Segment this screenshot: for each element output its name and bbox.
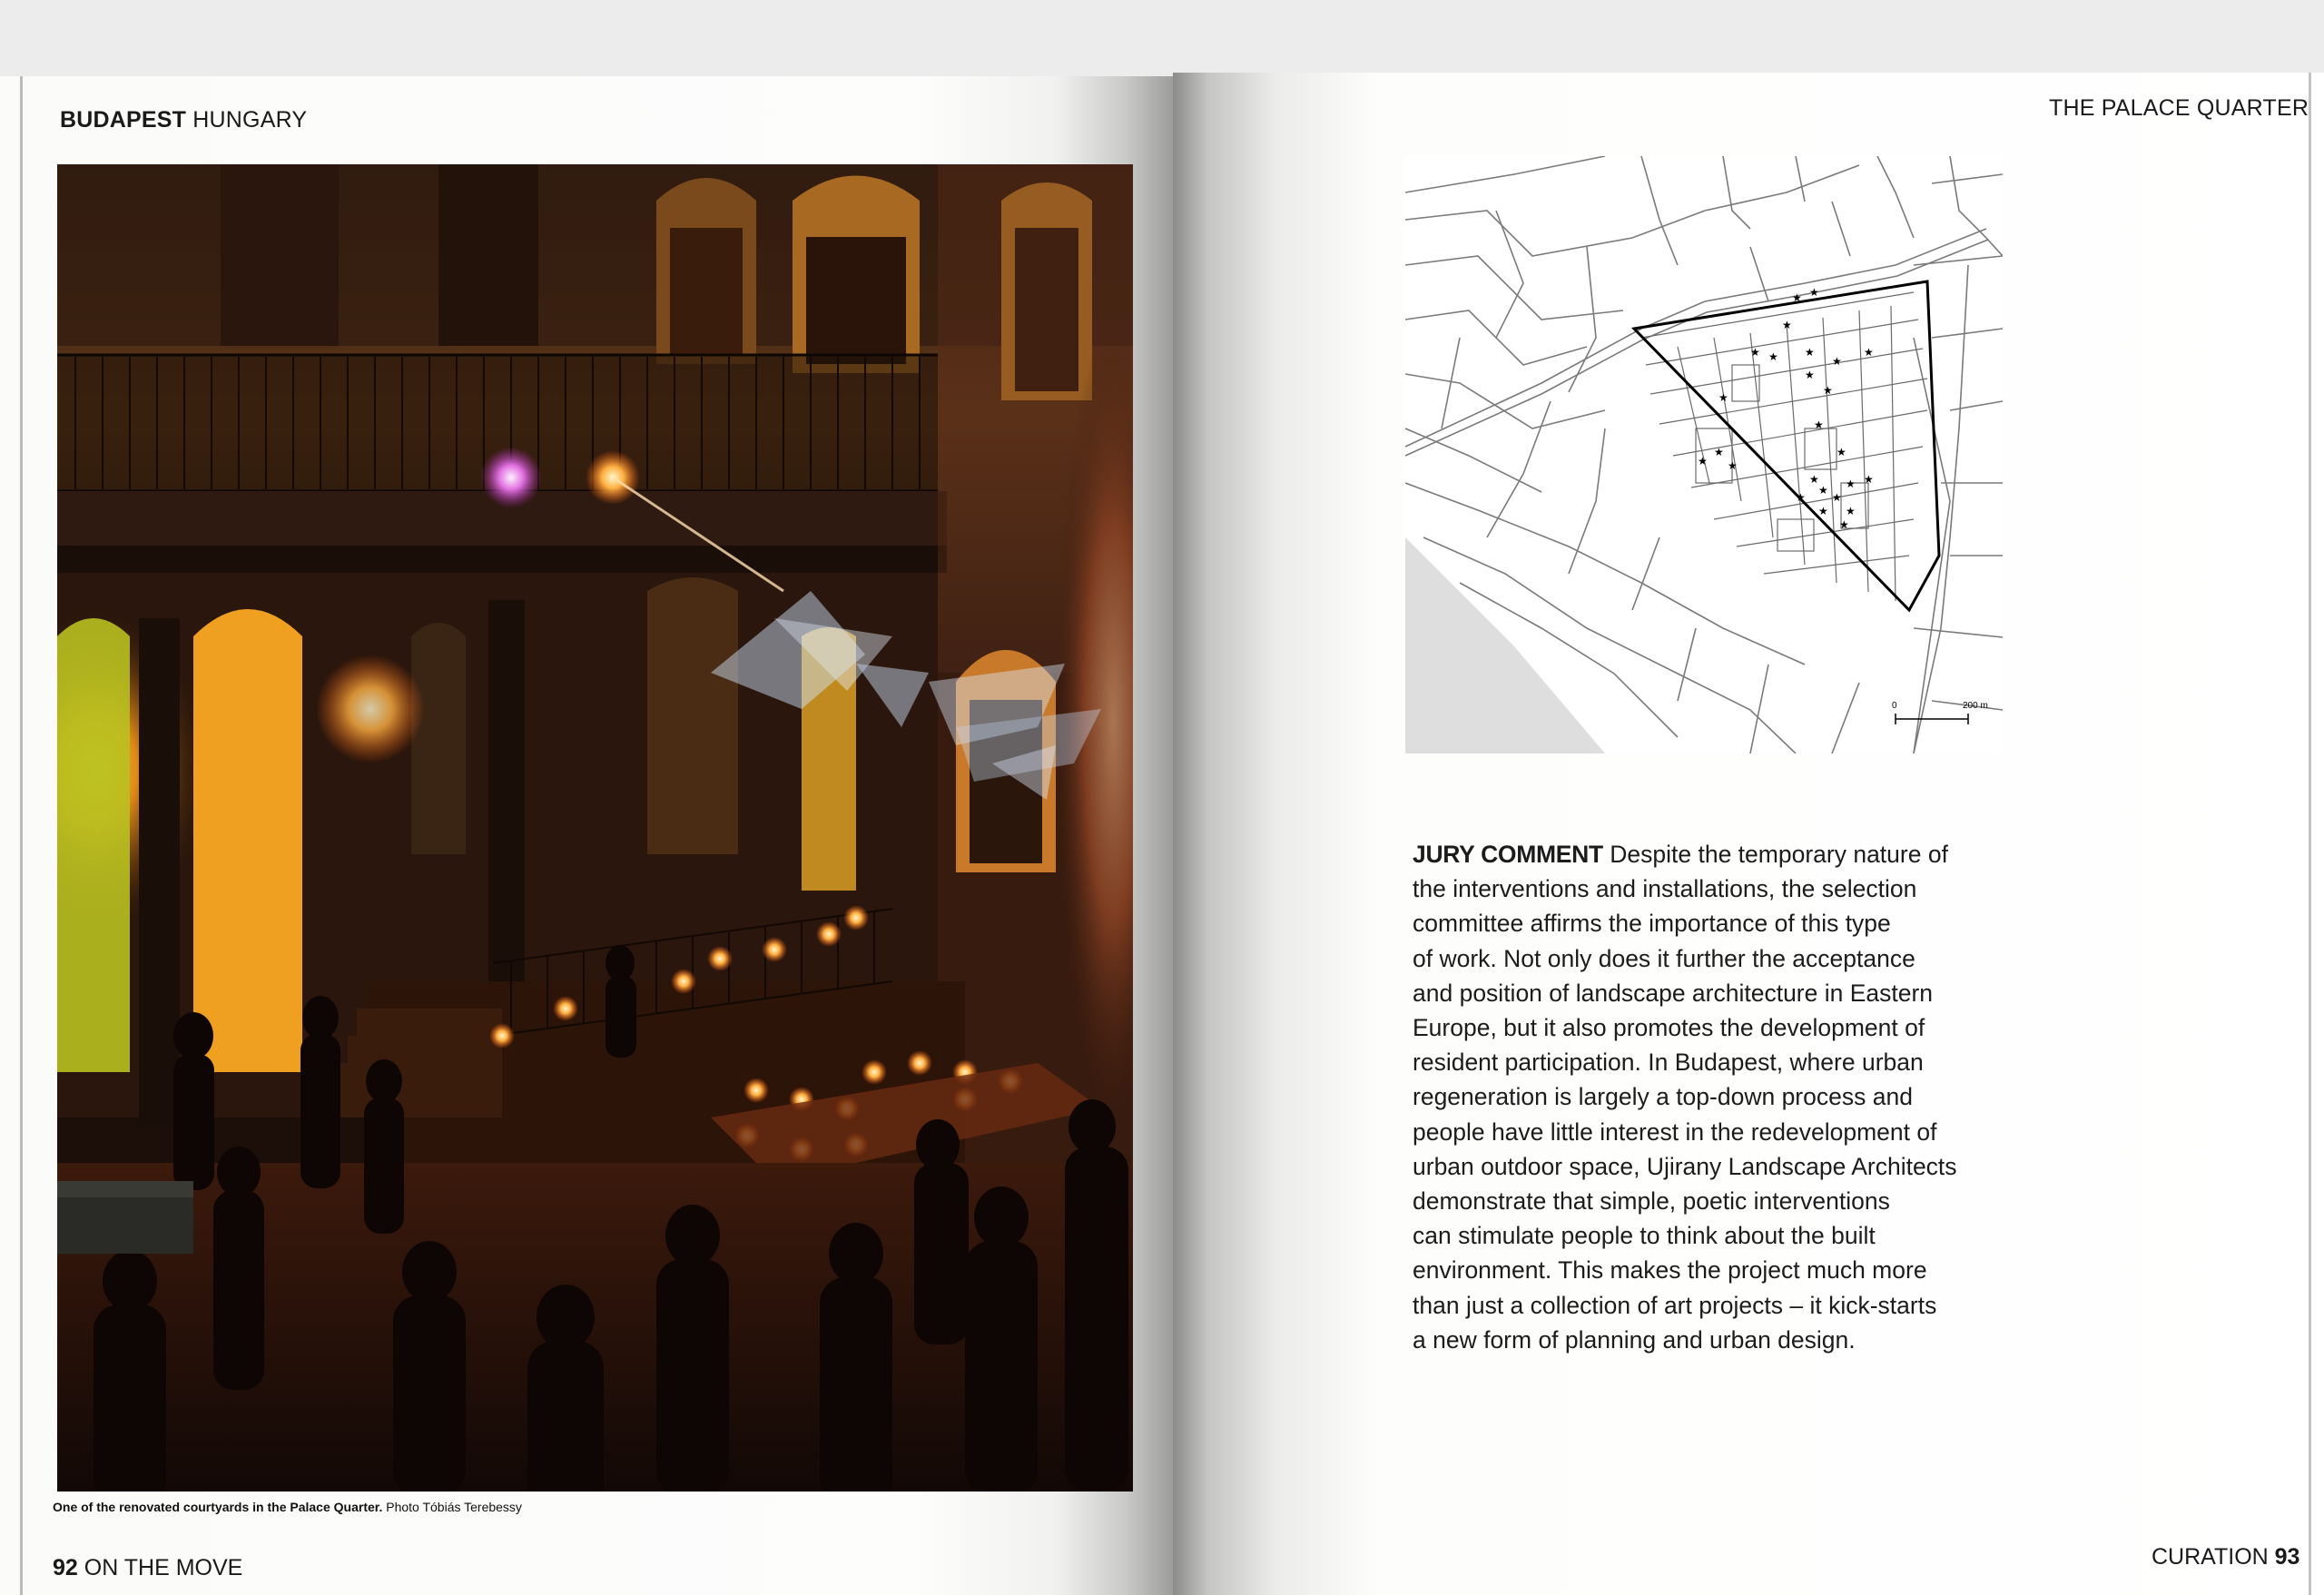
running-head-country: HUNGARY	[192, 107, 308, 133]
svg-text:★: ★	[1768, 350, 1778, 363]
svg-text:★: ★	[1818, 505, 1828, 517]
svg-text:★: ★	[1782, 319, 1792, 331]
svg-text:★: ★	[1864, 346, 1874, 359]
caption-credit: Photo Tóbiás Terebessy	[386, 1500, 522, 1514]
page-number-right: 93	[2274, 1544, 2300, 1570]
jury-line-5: and position of landscape architecture in Eastern	[1413, 979, 1934, 1007]
svg-text:★: ★	[1814, 418, 1824, 431]
jury-line-13: environment. This makes the project much more	[1413, 1256, 1927, 1285]
svg-text:★: ★	[1832, 355, 1842, 368]
jury-line-7: resident participation. In Budapest, where urban	[1413, 1049, 1924, 1077]
section-title-right: CURATION	[2152, 1544, 2269, 1570]
jury-line-15: a new form of planning and urban design.	[1413, 1325, 1856, 1354]
running-head-left	[60, 107, 307, 133]
jury-line-8: regeneration is largely a top-down process and	[1413, 1083, 1913, 1111]
running-head-city: BUDAPEST	[60, 107, 187, 133]
jury-line-11: demonstrate that simple, poetic interventions	[1413, 1187, 1890, 1216]
svg-text:★: ★	[1839, 518, 1849, 531]
jury-comment	[1413, 837, 2048, 1357]
svg-text:★: ★	[1818, 484, 1828, 497]
svg-text:★: ★	[1846, 478, 1856, 490]
jury-line-6: Europe, but it also promotes the development of	[1413, 1014, 1925, 1042]
jury-line-10: urban outdoor space, Ujirany Landscape Architects	[1413, 1152, 1957, 1180]
svg-text:★: ★	[1698, 455, 1708, 468]
jury-line-1	[1413, 837, 2048, 871]
svg-text:★: ★	[1809, 286, 1819, 299]
folio-right	[2152, 1544, 2299, 1570]
svg-text:★: ★	[1823, 384, 1833, 397]
jury-line-4: of work. Not only does it further the acceptance	[1413, 944, 1915, 972]
page-edge-right	[2309, 73, 2311, 1595]
svg-text:★: ★	[1805, 369, 1815, 381]
svg-text:★: ★	[1832, 491, 1842, 504]
page-number-left: 92	[53, 1555, 78, 1580]
courtyard-photo	[57, 164, 1133, 1492]
svg-text:★: ★	[1809, 473, 1819, 486]
jury-line-14: than just a collection of art projects – it kick-starts	[1413, 1291, 1937, 1319]
map-scale-end: 200 m	[1963, 701, 1988, 711]
photo-caption	[53, 1500, 522, 1514]
svg-text:★: ★	[1714, 446, 1724, 458]
jury-line-9: people have little interest in the redevelopment of	[1413, 1117, 1937, 1146]
caption-title: One of the renovated courtyards in the Palace Quarter.	[53, 1500, 383, 1514]
svg-text:★: ★	[1728, 459, 1738, 472]
jury-line-3: committee affirms the importance of this type	[1413, 910, 1891, 938]
svg-text:★: ★	[1864, 473, 1874, 486]
jury-line-2: the interventions and installations, the selection	[1413, 875, 1917, 903]
svg-text:★: ★	[1792, 291, 1802, 304]
svg-text:★: ★	[1750, 346, 1760, 359]
running-head-right: THE PALACE QUARTER	[2049, 95, 2309, 121]
svg-text:★: ★	[1837, 446, 1846, 458]
map-scale-start: 0	[1892, 701, 1897, 711]
jury-line-1-text: Despite the temporary nature of	[1610, 841, 1948, 868]
jury-line-12: can stimulate people to think about the built	[1413, 1222, 1876, 1250]
svg-text:★: ★	[1846, 505, 1856, 517]
section-title-left: ON THE MOVE	[84, 1555, 243, 1580]
svg-text:★: ★	[1805, 346, 1815, 359]
svg-text:★: ★	[1796, 491, 1806, 504]
folio-left	[53, 1555, 242, 1581]
page-edge-left	[20, 76, 23, 1595]
svg-text:★: ★	[1718, 391, 1728, 404]
palace-quarter-map	[1405, 156, 2003, 753]
jury-comment-lead: JURY COMMENT	[1413, 841, 1603, 868]
